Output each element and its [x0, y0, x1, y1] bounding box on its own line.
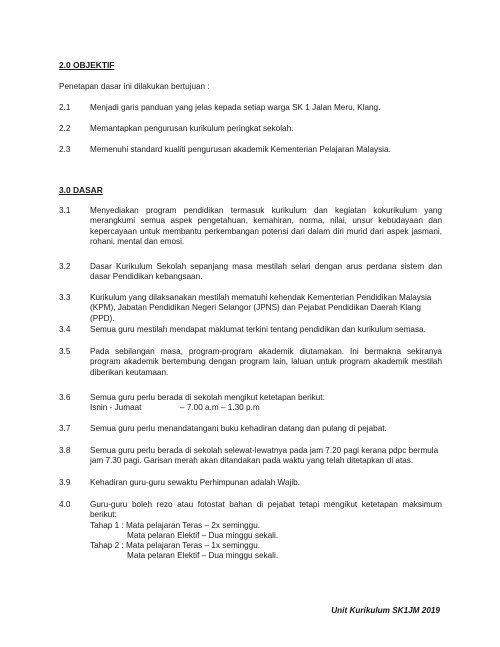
tahap-1-line: Tahap 1 : Mata pelajaran Teras – 2x seminggu. [90, 520, 261, 530]
tahap-1-elektif: Mata pelaran Elektif – Dua minggu sekali. [127, 530, 279, 540]
item-number: 2.2 [59, 124, 71, 133]
item-text: Semua guru perlu berada di sekolah selewat-lewatnya pada jam 7.20 pagi kerana pdpc bermula jam 7.30 pagi. Garisan merah akan ditandakan pada waktu yang telah ditetapkan di atas. [90, 446, 439, 466]
tahap-2-line: Tahap 2 : Mata pelajaran Teras – 1x seminggu. [90, 541, 261, 551]
schedule-time: – 7.00 a.m – 1.30 p.m [180, 403, 260, 413]
item-number: 4.0 [59, 500, 71, 509]
objektif-intro: Penetapan dasar ini dilakukan bertujuan : [59, 82, 210, 91]
section-heading-objektif: 2.0 OBJEKTIF [59, 60, 115, 70]
item-number: 2.3 [59, 145, 71, 154]
item-text: Memantapkan pengurusan kurikulum peringkat sekolah. [90, 124, 294, 133]
section-heading-dasar: 3.0 DASAR [59, 185, 103, 195]
tahap-2-elektif: Mata pelaran Elektif – Dua minggu sekali. [127, 551, 279, 561]
item-number: 3.8 [59, 446, 71, 455]
item-number: 3.1 [59, 206, 71, 215]
item-text: Menyediakan program pendidikan termasuk kurikulum dan kegiatan kokurikulum yang merangkumi semua aspek pengetahuan, kemahiran, norma, nilai, unsur kebudayaan dan kepercayaan untuk membantu perkembangan potensi dari dalam diri murid dari aspek jasmani, rohani, mental dan emosi. [90, 206, 442, 246]
item-text: Menjadi garis panduan yang jelas kepada setiap warga SK 1 Jalan Meru, Klang. [90, 103, 381, 112]
item-number: 3.2 [59, 262, 71, 271]
rezo-intro: Guru-guru boleh rezo atau fotostat bahan di pejabat tetapi mengikut ketetapan maksimum berikut: [90, 500, 442, 520]
footer-unit-label: Unit Kurikulum SK1JM 2019 [331, 606, 440, 615]
item-number: 3.4 [59, 325, 71, 334]
item-number: 3.7 [59, 424, 71, 433]
item-text: Semua guru perlu menandatangani buku kehadiran datang dan pulang di pejabat. [90, 424, 387, 433]
item-text: Semua guru mestilah mendapat maklumat terkini tentang pendidikan dan kurikulum semasa. [90, 325, 426, 334]
item-text: Kehadiran guru-guru sewaktu Perhimpunan adalah Wajib. [90, 478, 300, 487]
item-text: Memenuhi standard kualiti pengurusan akademik Kementerian Pelajaran Malaysia. [90, 145, 391, 154]
item-text: Dasar Kurikulum Sekolah sepanjang masa mestilah selari dengan arus perdana sistem dan dasar Pendidikan kebangsaan. [90, 262, 442, 282]
item-text-rezo [90, 500, 442, 562]
item-text: Pada sebilangan masa, program-program akademik diutamakan. Ini bermakna sekiranya program akademik bertembung dengan program lain, laluan untuk program akademik mestilah diberikan keutamaan. [90, 347, 442, 377]
item-text-schedule [90, 393, 442, 414]
item-number: 2.1 [59, 103, 71, 112]
schedule-intro: Semua guru perlu berada di sekolah mengikut ketetapan berikut: [90, 393, 325, 402]
item-number: 3.3 [59, 293, 71, 302]
schedule-line [90, 403, 442, 413]
item-number: 3.9 [59, 478, 71, 487]
item-number: 3.6 [59, 393, 71, 402]
schedule-day: Isnin - Jumaat [90, 403, 142, 413]
item-number: 3.5 [59, 347, 71, 356]
item-text: Kurikulum yang dilaksanakan mestilah mematuhi kehendak Kementerian Pendidikan Malaysia (KPM), Jabatan Pendidikan Negeri Selangor (JPNS) dan Pejabat Pendidikan Daerah Klang (PPD). [90, 293, 432, 323]
